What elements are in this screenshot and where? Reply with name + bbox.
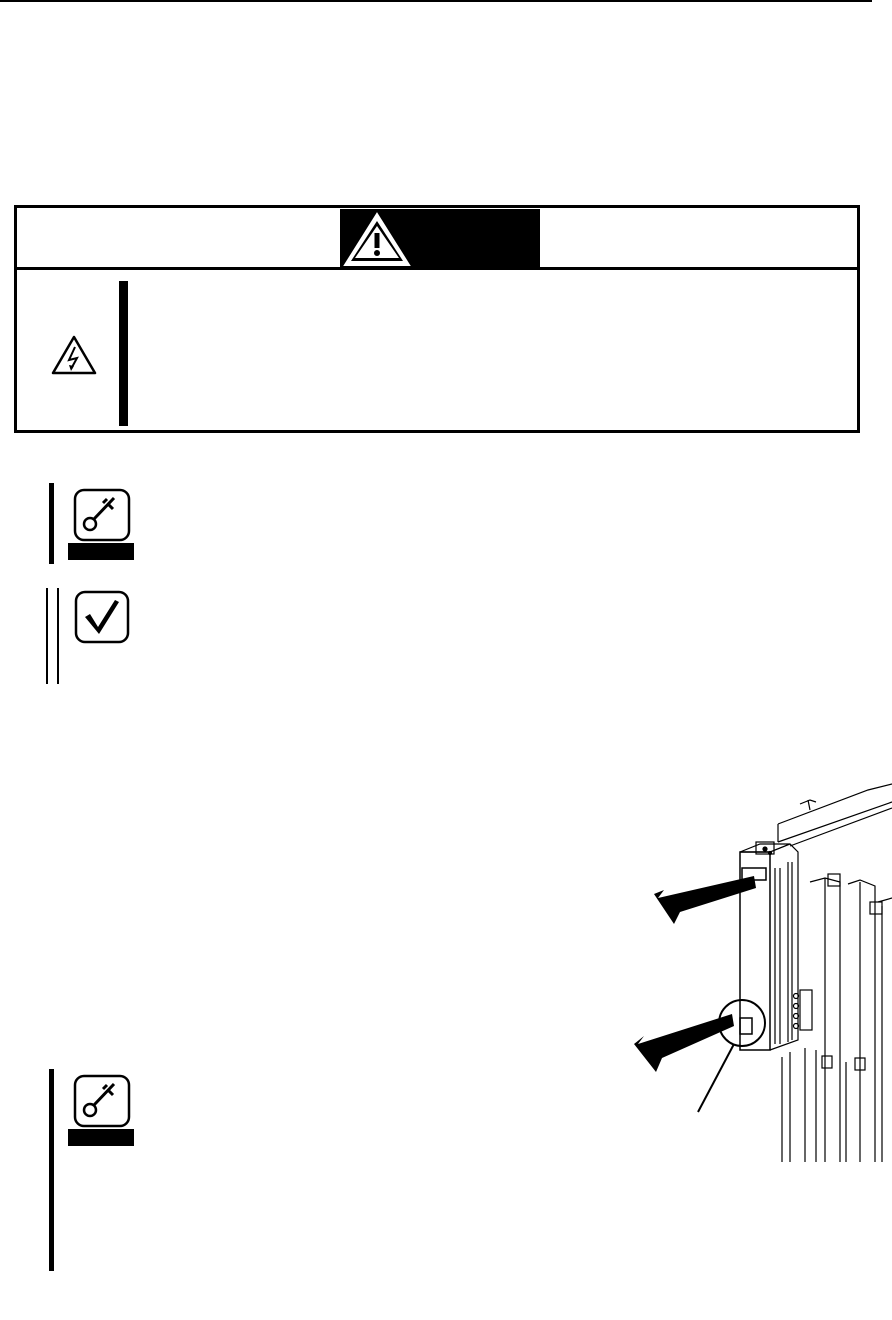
check-note-bar-outer (46, 588, 48, 684)
chassis-illustration (620, 782, 892, 1162)
important-note-bar (49, 1069, 54, 1271)
electric-shock-icon (50, 334, 98, 376)
figure-callout-label (640, 1130, 760, 1152)
warning-message (140, 282, 840, 422)
important-icon-label (68, 1131, 134, 1145)
section-body-text (60, 720, 620, 1050)
header-rule (0, 0, 872, 2)
checkmark-icon (74, 590, 130, 646)
check-note-text (150, 592, 850, 682)
important-note-text (150, 490, 850, 560)
check-note-bar-inner (57, 588, 59, 684)
important-icon-label (68, 545, 134, 559)
important-note-text (150, 1076, 610, 1266)
important-note-bar (49, 483, 54, 564)
warning-accent-bar (119, 281, 128, 426)
warning-banner-label (416, 222, 536, 256)
warning-triangle-icon (340, 209, 420, 269)
